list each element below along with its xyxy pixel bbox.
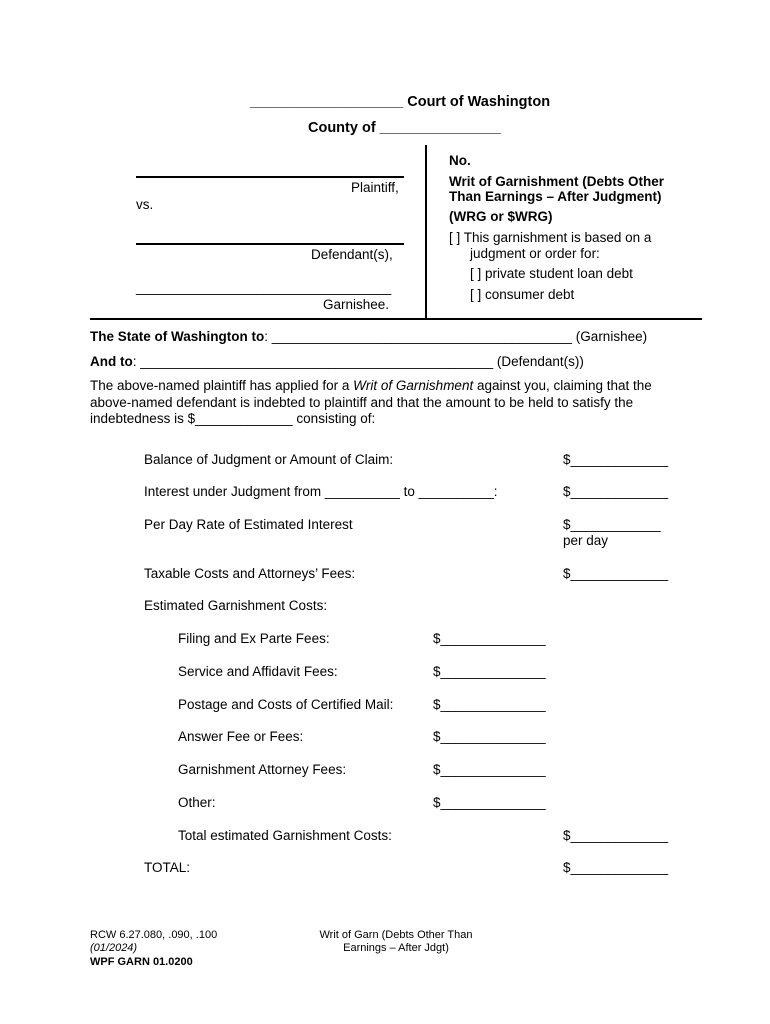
intro-part2: against you, claiming that the above-named defendant is indebted to plaintiff and that the amount to be held to satisfy the indebtedness is $_____________ consisting of: <box>90 378 652 426</box>
plaintiff-label: Plaintiff, <box>351 180 399 195</box>
student-loan-checkbox[interactable]: [ ] private student loan debt <box>470 266 633 281</box>
total-estimated-amount[interactable]: $_____________ <box>563 828 669 843</box>
other-label: Other: <box>178 795 216 810</box>
taxable-amount[interactable]: $_____________ <box>563 566 669 581</box>
and-to-label: And to <box>90 354 133 369</box>
garnishee-line: __________________________________ <box>136 280 392 295</box>
filing-amount[interactable]: $______________ <box>433 631 546 646</box>
intro-paragraph <box>90 378 690 428</box>
intro-italic: Writ of Garnishment <box>353 378 474 393</box>
answer-fee-amount[interactable]: $______________ <box>433 729 546 744</box>
attorney-fee-label: Garnishment Attorney Fees: <box>178 762 347 777</box>
plaintiff-signature-line <box>136 176 404 178</box>
total-amount[interactable]: $_____________ <box>563 860 669 875</box>
document-title-line2: Than Earnings – After Judgment) <box>449 189 662 204</box>
perday-amount[interactable]: $____________ <box>563 517 661 532</box>
interest-label[interactable]: Interest under Judgment from __________ to __________: <box>144 484 498 499</box>
form-code: (WRG or $WRG) <box>449 209 553 224</box>
taxable-label: Taxable Costs and Attorneys’ Fees: <box>144 566 356 581</box>
basis-text: judgment or order for: <box>470 246 600 261</box>
service-amount[interactable]: $______________ <box>433 664 546 679</box>
court-heading: ___________________ Court of Washington <box>250 94 551 110</box>
footer-date: (01/2024) <box>90 942 138 954</box>
other-amount[interactable]: $______________ <box>433 795 546 810</box>
defendant-signature-line <box>136 243 404 245</box>
postage-label: Postage and Costs of Certified Mail: <box>178 697 394 712</box>
state-label: The State of Washington to <box>90 329 265 344</box>
footer-rcw: RCW 6.27.080, .090, .100 <box>90 929 218 941</box>
total-estimated-label: Total estimated Garnishment Costs: <box>178 828 392 843</box>
estimated-costs-label: Estimated Garnishment Costs: <box>144 598 328 613</box>
answer-fee-label: Answer Fee or Fees: <box>178 729 304 744</box>
footer-title-line1: Writ of Garn (Debts Other Than <box>319 929 473 941</box>
consumer-debt-checkbox[interactable]: [ ] consumer debt <box>470 287 575 302</box>
total-label: TOTAL: <box>144 860 191 875</box>
service-label: Service and Affidavit Fees: <box>178 664 338 679</box>
basis-checkbox[interactable]: [ ] This garnishment is based on a <box>449 230 652 245</box>
interest-amount[interactable]: $_____________ <box>563 484 669 499</box>
document-title-line1: Writ of Garnishment (Debts Other <box>449 174 665 189</box>
garnishee-label: Garnishee. <box>323 297 390 312</box>
defendant-label: Defendant(s), <box>311 247 393 262</box>
caption-divider <box>425 145 427 319</box>
attorney-fee-amount[interactable]: $______________ <box>433 762 546 777</box>
perday-label: Per Day Rate of Estimated Interest <box>144 517 353 532</box>
balance-amount[interactable]: $_____________ <box>563 452 669 467</box>
postage-amount[interactable]: $______________ <box>433 697 546 712</box>
county-heading: County of _______________ <box>308 120 501 136</box>
intro-part1: The above-named plaintiff has applied for a <box>90 378 354 393</box>
case-number-label: No. <box>449 153 471 168</box>
defendant-blank[interactable]: : _______________________________________________ (Defendant(s)) <box>132 354 584 369</box>
state-line <box>90 329 647 344</box>
garnishee-blank[interactable]: : ________________________________________ (Garnishee) <box>264 329 648 344</box>
balance-label: Balance of Judgment or Amount of Claim: <box>144 452 394 467</box>
and-to-line <box>90 354 584 369</box>
perday-suffix: per day <box>563 533 609 548</box>
filing-label: Filing and Ex Parte Fees: <box>178 631 330 646</box>
caption-bottom-rule <box>90 318 702 320</box>
footer-form-id: WPF GARN 01.0200 <box>90 956 193 968</box>
footer-title-line2: Earnings – After Jdgt) <box>343 942 449 954</box>
vs-label: vs. <box>136 197 154 212</box>
